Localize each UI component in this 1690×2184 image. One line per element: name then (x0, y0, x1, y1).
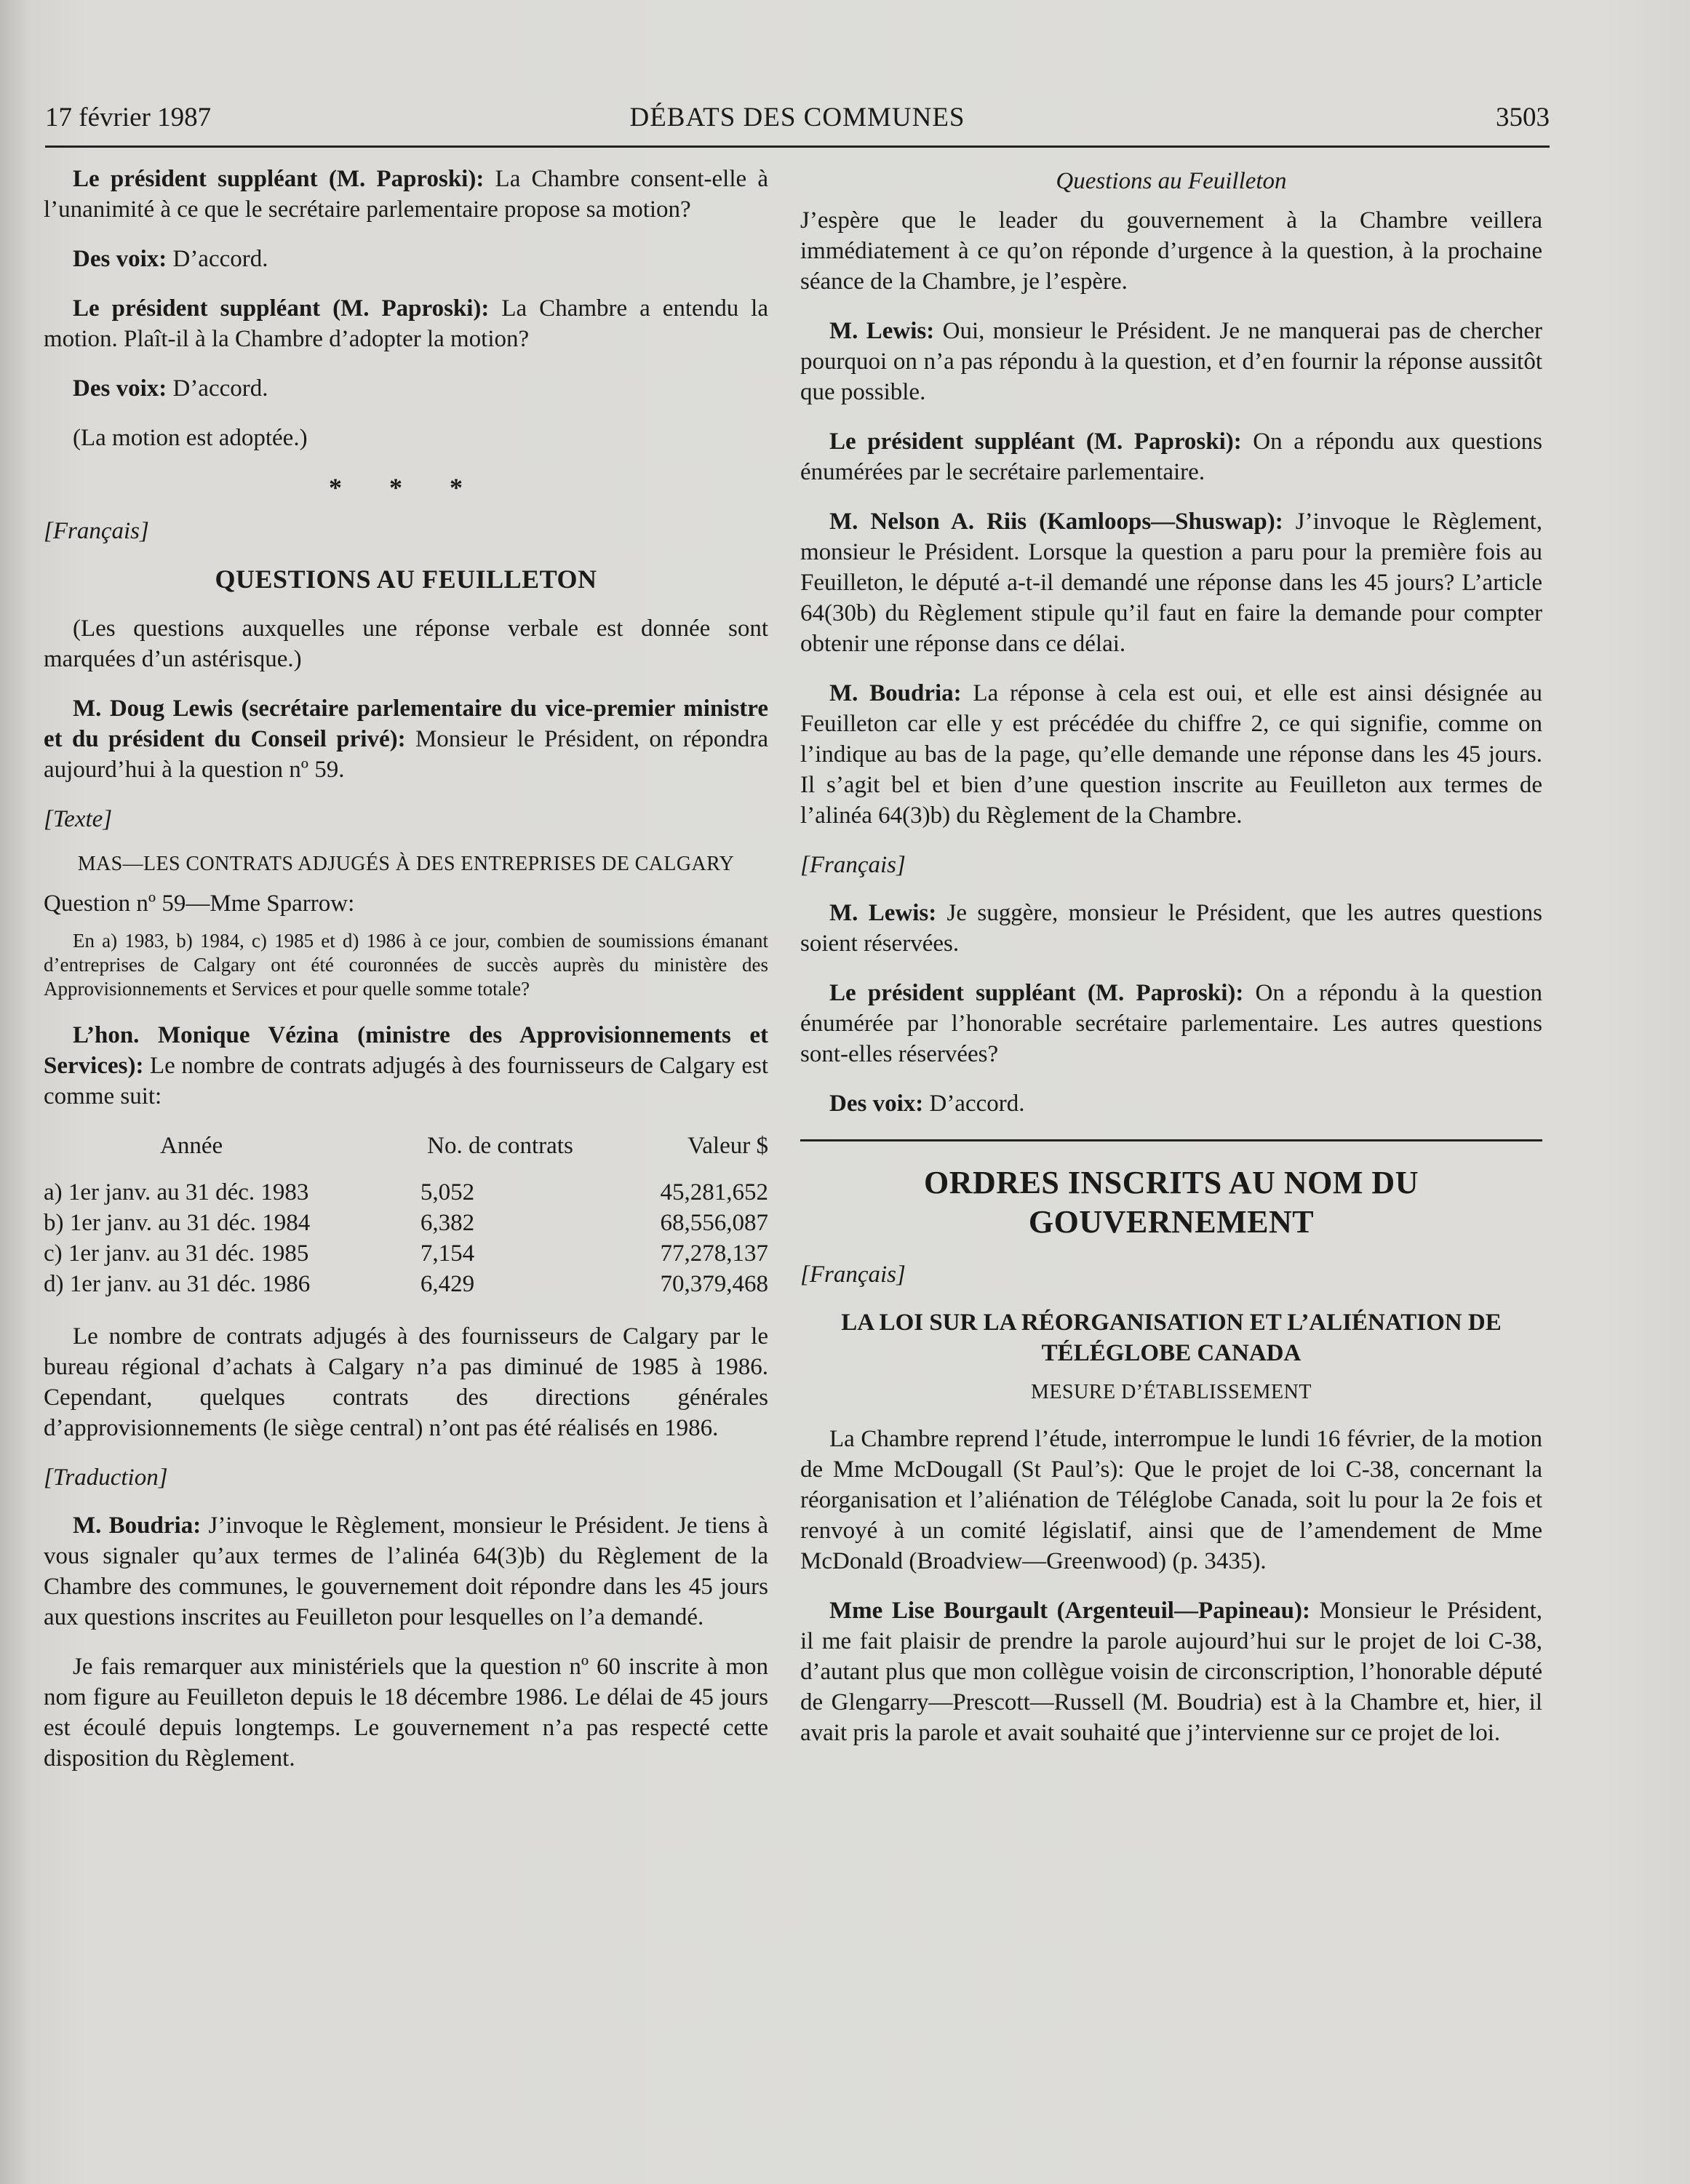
right-column (800, 166, 1542, 1767)
speech-text: On a répondu aux questions énumérées par le secrétaire parlementaire. (800, 429, 1542, 485)
question-subheading: MAS—LES CONTRATS ADJUGÉS À DES ENTREPRISES DE CALGARY (77, 853, 735, 875)
speech-text: D’accord. (923, 1091, 1025, 1117)
language-tag: [Français] (800, 1262, 906, 1288)
paragraph (44, 373, 768, 404)
speaker-name: Le président suppléant (M. Paproski): (73, 166, 485, 192)
table-row (44, 1208, 768, 1238)
table-cell: c) 1er janv. au 31 déc. 1985 (44, 1240, 309, 1267)
speaker-name: M. Lewis: (829, 318, 935, 344)
table-cell: 5,052 (420, 1179, 475, 1205)
header-title: DÉBATS DES COMMUNES (629, 103, 965, 132)
speech-text: On a répondu à la question énumérée par l’honorable secrétaire parlementaire. Les autres questions sont-elles réservées? (800, 980, 1542, 1067)
section-heading: ORDRES INSCRITS AU NOM DU GOUVERNEMENT (924, 1165, 1419, 1240)
speech-text: La Chambre a entendu la motion. Plaît-il à la Chambre d’adopter la motion? (44, 295, 768, 352)
left-column (44, 164, 768, 1793)
paragraph (800, 978, 1542, 1069)
paragraph: Le nombre de contrats adjugés à des fournisseurs de Calgary par le bureau régional d’achats à Calgary n’a pas diminué de 1985 à 1986. Cependant, quelques contrats des directions générales d’approvisionnements (le siège central) n’ont pas été réalisés en 1986. (44, 1323, 768, 1441)
table-cell: d) 1er janv. au 31 déc. 1986 (44, 1271, 311, 1297)
paragraph (44, 164, 768, 225)
table-cell: 77,278,137 (660, 1240, 768, 1267)
paragraph (44, 293, 768, 354)
speaker-name: Le président suppléant (M. Paproski): (73, 295, 490, 322)
table-row (44, 1269, 768, 1299)
paragraph: La Chambre reprend l’étude, interrompue le lundi 16 février, de la motion de Mme McDougall (St Paul’s): Que le projet de loi C-38, concernant la réorganisation et l’aliénation de Téléglobe Canada, soit lu pour la 2e fois et renvoyé à un comité législatif, ainsi que de l’amendement de Mme McDonald (Broadview—Greenwood) (p. 3435). (800, 1426, 1542, 1574)
speaker-name: Des voix: (829, 1091, 924, 1117)
paragraph (800, 1088, 1542, 1119)
table-cell: 70,379,468 (660, 1271, 768, 1297)
bill-subheading: MESURE D’ÉTABLISSEMENT (1031, 1381, 1312, 1403)
column-header: Année (160, 1133, 223, 1159)
speaker-name: M. Lewis: (829, 900, 937, 926)
speech-text: Oui, monsieur le Président. Je ne manquerai pas de chercher pourquoi on n’a pas répondu à la question, et d’en fournir la réponse aussitôt que possible. (800, 318, 1542, 405)
paragraph (800, 316, 1542, 407)
section-divider (800, 1139, 1542, 1141)
column-header: Valeur $ (687, 1133, 768, 1159)
speaker-name: M. Nelson A. Riis (Kamloops—Shuswap): (829, 509, 1283, 535)
speech-text: Je suggère, monsieur le Président, que les autres questions soient réservées. (800, 900, 1542, 957)
speech-text: J’invoque le Règlement, monsieur le Président. Je tiens à vous signaler qu’aux termes de l’alinéa 64(3)b) du Règlement de la Chambre des communes, le gouvernement doit répondre dans les 45 jours aux questions inscrites au Feuilleton pour lesquelles on l’a demandé. (44, 1513, 769, 1630)
speech-text: Monsieur le Président, il me fait plaisir de prendre la parole aujourd’hui sur le projet de loi C-38, d’autant plus que mon collègue voisin de circonscription, l’honorable député de Glengarry—Prescott—Russell (M. Boudria) est à la Chambre et, hier, il avait pris la parole et avait souhaité que j’intervienne sur ce projet de loi. (800, 1598, 1542, 1746)
language-tag: [Texte] (44, 806, 113, 832)
language-tag: [Traduction] (44, 1464, 168, 1491)
speech-text: Le nombre de contrats adjugés à des fournisseurs de Calgary est comme suit: (44, 1053, 768, 1109)
speaker-name: Le président suppléant (M. Paproski): (829, 429, 1242, 455)
paragraph (44, 244, 768, 274)
speaker-name: Des voix: (73, 375, 167, 402)
table-cell: 6,429 (420, 1271, 475, 1297)
speech-text: La Chambre consent-elle à l’unanimité à ce que le secrétaire parlementaire propose sa motion? (44, 166, 768, 223)
page-header (45, 102, 1550, 148)
paragraph: Je fais remarquer aux ministériels que la question nº 60 inscrite à mon nom figure au Feuilleton depuis le 18 décembre 1986. Le délai de 45 jours est écoulé depuis longtemps. Le gouvernement n’a pas respecté cette disposition du Règlement. (44, 1654, 768, 1771)
speech-text: La réponse à cela est oui, et elle est ainsi désignée au Feuilleton car elle y est précédée du chiffre 2, ce qui signifie, comme on l’indique au bas de la page, qu’elle demande une réponse dans les 45 jours. Il s’agit bel et bien d’une question inscrite au Feuilleton aux termes de l’alinéa 64(3)b) du Règlement de la Chambre. (800, 680, 1542, 829)
speaker-name: Le président suppléant (M. Paproski): (829, 980, 1244, 1006)
motion-adopted: (La motion est adoptée.) (73, 425, 308, 451)
section-heading: QUESTIONS AU FEUILLETON (215, 565, 597, 594)
paragraph (800, 678, 1542, 831)
table-cell: b) 1er janv. au 31 déc. 1984 (44, 1210, 311, 1236)
paragraph (800, 506, 1542, 659)
paragraph (44, 1510, 768, 1633)
header-date: 17 février 1987 (45, 103, 212, 132)
question-line (44, 888, 768, 919)
speech-text: D’accord. (167, 375, 268, 402)
section-separator: * * * (329, 473, 483, 502)
table-row (44, 1177, 768, 1208)
header-page-number: 3503 (1496, 103, 1550, 132)
table-header-row (44, 1131, 768, 1177)
speaker-name: M. Doug Lewis (secrétaire parlementaire du vice-premier ministre et du président du Conseil privé): (44, 696, 768, 752)
speaker-name: M. Boudria: (73, 1513, 202, 1539)
paragraph (800, 898, 1542, 959)
speaker-name: Mme Lise Bourgault (Argenteuil—Papineau): (829, 1598, 1310, 1624)
contracts-table (44, 1131, 768, 1299)
speech-text: J’invoque le Règlement, monsieur le Président. Lorsque la question a paru pour la première fois au Feuilleton, le député a-t-il demandé une réponse dans les 45 jours? L’article 64(30b) du Règlement stipule qu’il faut en faire la demande pour compter obtenir une réponse dans ce délai. (800, 509, 1543, 657)
speaker-name: Des voix: (73, 246, 167, 272)
table-cell: 6,382 (420, 1210, 475, 1236)
paragraph: J’espère que le leader du gouvernement à la Chambre veillera immédiatement à ce qu’on réponde d’urgence à la question, à la prochaine séance de la Chambre, je l’espère. (800, 207, 1542, 295)
paragraph (44, 1020, 768, 1112)
question-text: En a) 1983, b) 1984, c) 1985 et d) 1986 à ce jour, combien de soumissions émanant d’entreprises de Calgary ont été couronnées de succès auprès du ministère des Approvisionnements et Services et pour quelle somme totale? (44, 930, 768, 1000)
paragraph (800, 426, 1542, 487)
paragraph (800, 1595, 1542, 1748)
language-tag: [Français] (44, 518, 149, 544)
paragraph: (Les questions auxquelles une réponse verbale est donnée sont marquées d’un astérisque.) (44, 615, 768, 672)
column-header: No. de contrats (427, 1133, 573, 1159)
language-tag: [Français] (800, 852, 906, 878)
table-cell: a) 1er janv. au 31 déc. 1983 (44, 1179, 309, 1205)
table-row (44, 1238, 768, 1269)
table-cell: 68,556,087 (660, 1210, 768, 1236)
bill-heading: LA LOI SUR LA RÉORGANISATION ET L’ALIÉNATION DE TÉLÉGLOBE CANADA (841, 1310, 1502, 1366)
running-head: Questions au Feuilleton (1056, 168, 1287, 194)
speaker-name: L’hon. Monique Vézina (ministre des Approvisionnements et Services): (44, 1022, 768, 1079)
question-number: Question nº 59—Mme Sparrow: (44, 890, 355, 917)
paragraph (44, 693, 768, 785)
speech-text: D’accord. (167, 246, 268, 272)
table-cell: 7,154 (420, 1240, 475, 1267)
speech-text: Monsieur le Président, on répondra aujourd’hui à la question nº 59. (44, 726, 768, 783)
table-cell: 45,281,652 (660, 1179, 768, 1205)
speaker-name: M. Boudria: (829, 680, 962, 706)
